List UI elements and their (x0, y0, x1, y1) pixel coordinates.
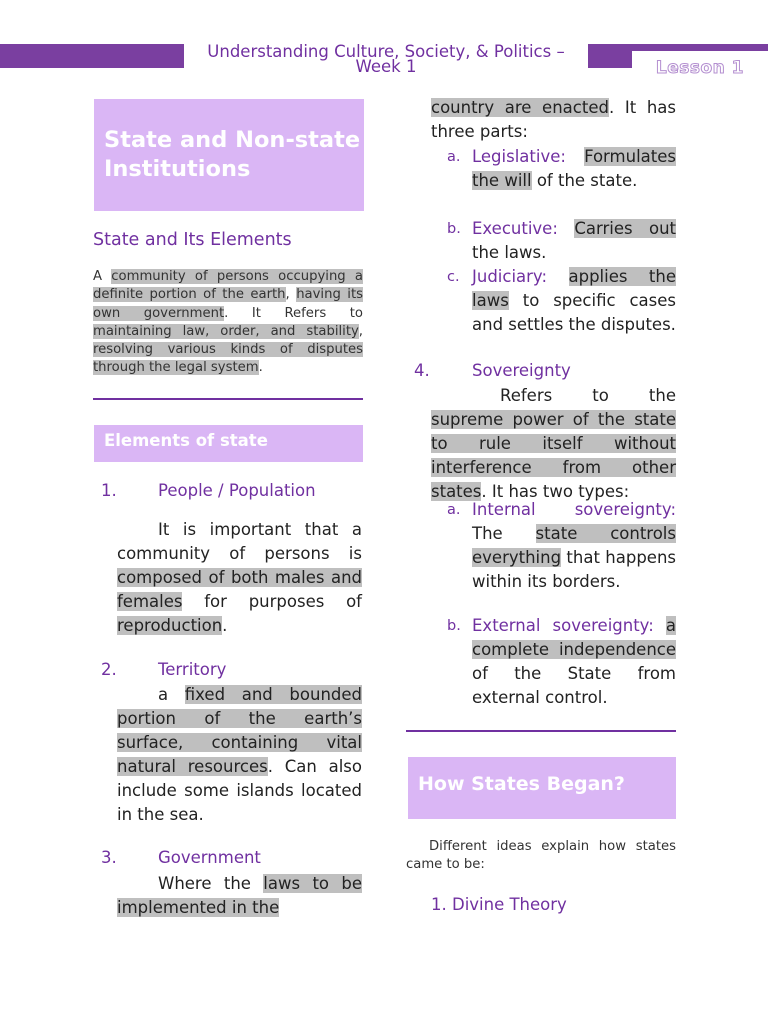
element-body (117, 518, 362, 638)
document-title: Understanding Culture, Society, & Politics – (207, 42, 565, 61)
text-run: The (472, 524, 536, 543)
elements-heading: Elements of state (104, 431, 268, 450)
text-run: for purposes of (182, 592, 362, 611)
highlighted-text: applies the laws (472, 267, 676, 310)
list-letter: b. (447, 221, 461, 237)
text-run: Where the (158, 874, 264, 893)
subsection-title: State and Its Elements (93, 230, 292, 250)
header-bar-left (0, 44, 184, 68)
highlighted-text: supreme power of the state to rule itself without interference from other states (431, 410, 676, 501)
highlighted-text: reproduction (117, 616, 223, 635)
element-number: 3. (101, 848, 117, 867)
sovereignty-type: Internal sovereignty: The state controls everything that happens within its borders. (472, 500, 676, 591)
government-part: Judiciary: applies the laws to specific cases and settles the disputes. (472, 267, 676, 334)
highlighted-text: maintaining law, order, and stability (93, 323, 359, 339)
text-run (654, 616, 666, 635)
text-run: , (285, 287, 297, 303)
divider-line (406, 730, 676, 732)
highlighted-text: Formulates the will (472, 147, 676, 190)
element-heading: Government (158, 848, 261, 867)
highlighted-text: fixed and bounded portion of the earth’s surface, containing vital natural resources (117, 685, 363, 776)
ideas-paragraph: Different ideas explain how states came to be: (406, 839, 676, 873)
text-run (566, 147, 584, 166)
text-run: . It has two types: (481, 482, 630, 501)
element-heading: People / Population (158, 481, 316, 500)
text-run: a (158, 685, 185, 704)
list-letter: c. (447, 269, 460, 285)
highlighted-text: community of persons occupying a definite portion of the earth (93, 269, 364, 303)
text-run: the laws. (472, 243, 547, 262)
government-continuation (431, 96, 676, 144)
section-title: State and Non-state Institutions (104, 127, 361, 182)
text-run: , (358, 323, 363, 339)
text-run (558, 219, 574, 238)
text-run: . It has three parts: (431, 98, 676, 141)
text-run: A (93, 269, 112, 284)
element-number: 4. (414, 361, 430, 380)
element-body (117, 872, 362, 920)
text-run: . (258, 360, 263, 376)
element-body (117, 683, 362, 827)
highlighted-text: country are enacted (431, 98, 609, 117)
highlighted-text: composed of both males and females (117, 568, 362, 611)
list-letter: a. (447, 502, 461, 518)
element-heading: Sovereignty (472, 361, 571, 380)
text-run: . It Refers to (224, 305, 363, 321)
document-title-line2: Week 1 (355, 57, 417, 76)
lesson-label: Lesson 1 (655, 58, 744, 78)
text-run: of the state. (531, 171, 638, 190)
highlighted-text: laws to be implemented in the (117, 874, 362, 917)
text-run: of the State from external control. (472, 664, 676, 707)
list-letter: b. (447, 618, 461, 634)
government-part: Executive: Carries out the laws. (472, 219, 677, 262)
text-run: Refers to the (500, 386, 676, 405)
element-body (431, 384, 676, 504)
text-run: . (222, 616, 228, 635)
text-run (547, 267, 568, 286)
government-part: Legislative: Formulates the will of the state. (472, 147, 676, 190)
divider-line (93, 398, 363, 400)
element-number: 2. (101, 660, 117, 679)
divine-theory-heading: 1. Divine Theory (431, 895, 567, 914)
element-heading: Territory (158, 660, 227, 679)
element-number: 1. (101, 481, 117, 500)
highlighted-text: Carries out (574, 219, 677, 238)
how-states-began-heading: How States Began? (418, 773, 625, 795)
highlighted-text: having its own government (93, 287, 363, 321)
text-run: . Can also include some islands located in the sea. (117, 757, 362, 824)
sovereignty-type: External sovereignty: a complete independence of the State from external control. (472, 616, 676, 707)
intro-paragraph (93, 268, 363, 378)
text-run: that happens within its borders. (472, 548, 676, 591)
list-letter: a. (447, 149, 461, 165)
text-run: to specific cases and settles the disputes. (472, 291, 676, 334)
text-run: It is important that a community of persons is (117, 520, 362, 563)
highlighted-text: state controls everything (472, 524, 676, 567)
highlighted-text: resolving various kinds of disputes through the legal system (93, 342, 363, 376)
highlighted-text: a complete independence (472, 616, 676, 659)
